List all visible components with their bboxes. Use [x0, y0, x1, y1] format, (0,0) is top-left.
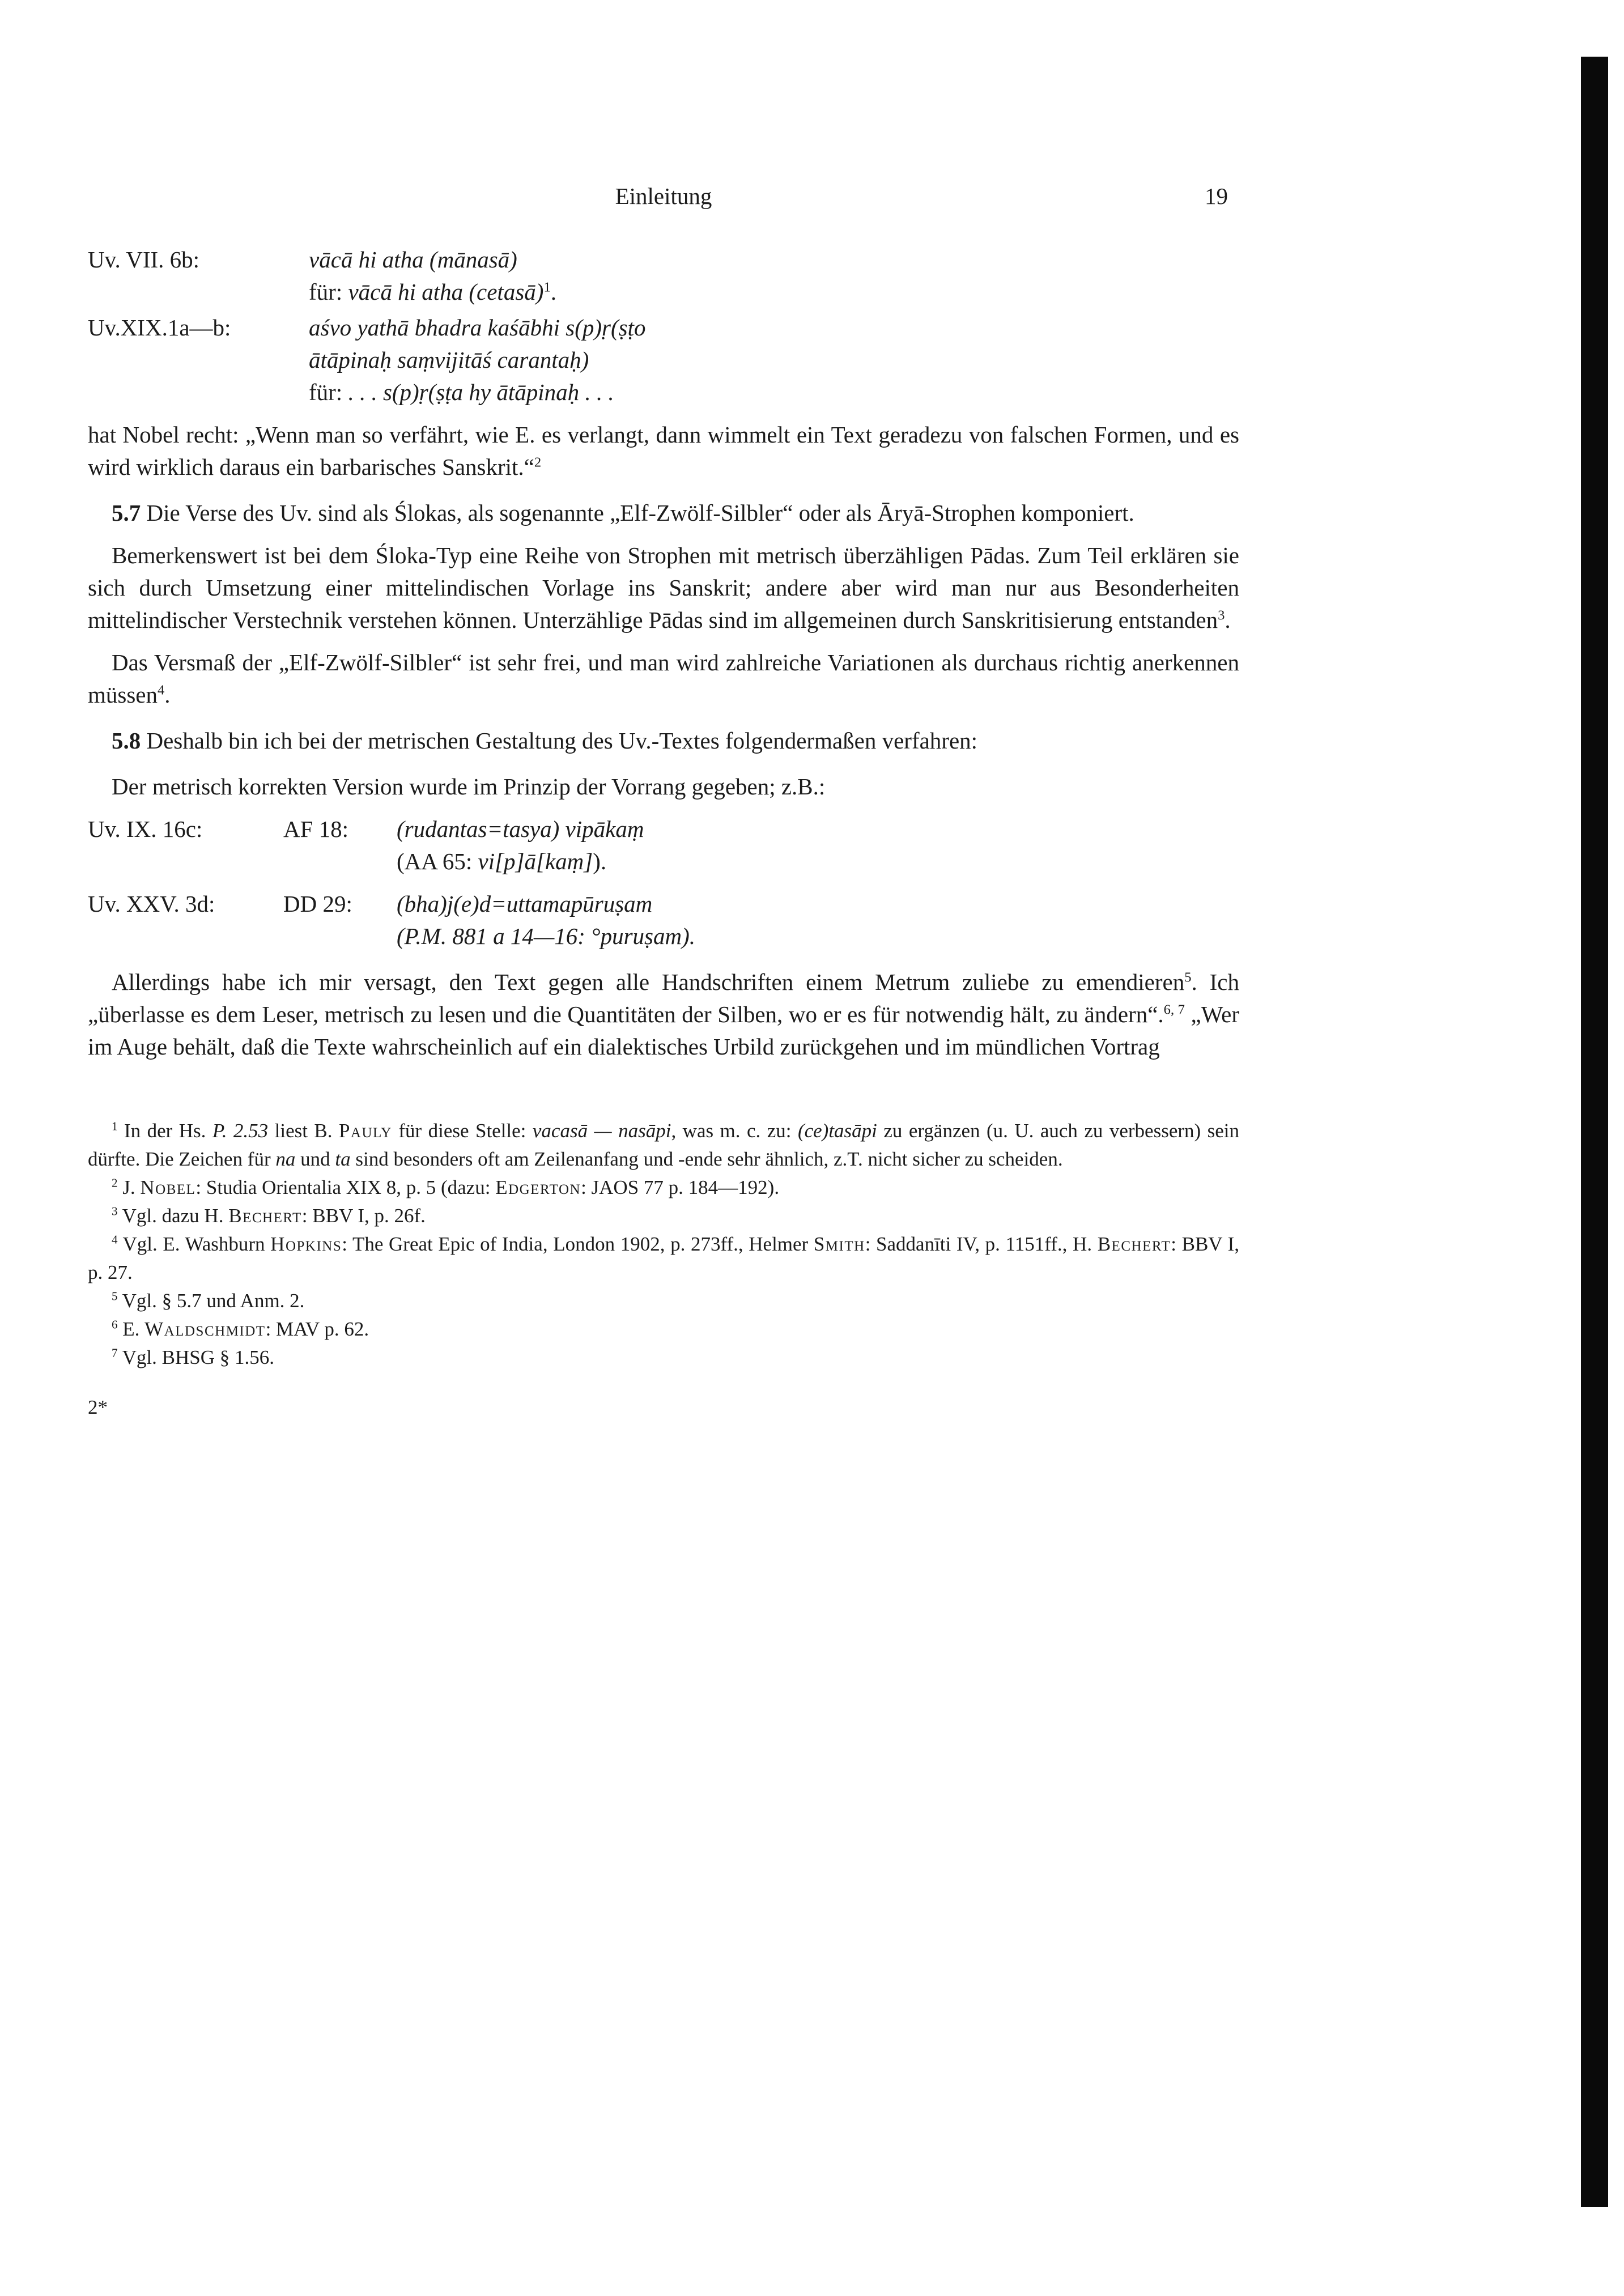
paragraph-versmass: Das Versmaß der „Elf-Zwölf-Silbler“ ist sehr frei, und man wird zahlreiche Variationen als durchaus richtig anerkennen müssen$^4$. — [88, 649, 1239, 708]
footnote-7: $^7$ Vgl. BHSG § 1.56. — [112, 1346, 274, 1368]
footnote-2: $^2$ J. Nobel: Studia Orientalia XIX 8, p. 5 (dazu: Edgerton: JAOS 77 p. 184—192). — [112, 1176, 780, 1198]
footnote-4: $^4$ Vgl. E. Washburn Hopkins: The Great Epic of India, London 1902, p. 273ff., Helmer Smith: Saddanīti IV, p. 1151ff., H. Bechert: BBV I, p. 27. — [88, 1232, 1239, 1283]
footnote-1: $^1$ In der Hs. P. 2.53 liest B. Pauly für diese Stelle: vacasā — nasāpi, was m. c. zu: (ce)tasāpi zu ergänzen (u. U. auch zu verbessern) sein dürfte. Die Zeichen für na und ta sind besonders oft am Zeilenanfang und -ende sehr ähnlich, z.T. nicht sicher zu scheiden. — [88, 1119, 1239, 1170]
chapter-title: Einleitung — [615, 183, 712, 209]
example-text — [397, 813, 1239, 878]
paragraph-bemerkenswert: Bemerkenswert ist bei dem Śloka-Typ eine Reihe von Strophen mit metrisch überzähligen Pādas. Zum Teil erklären sie sich durch Umsetzung einer mittelindischen Vorlage ins Sanskrit; andere aber wird man nur aus Besonderheiten mittelindischer Verstechnik verstehen können. Unterzählige Pādas sind im allgemeinen durch Sanskritisierung entstanden$^3$. — [88, 542, 1239, 633]
verse-label: Uv.XIX.1a—b: — [88, 314, 231, 341]
running-header — [88, 180, 1239, 212]
page-number: 19 — [1205, 183, 1228, 209]
verse-label: Uv. VII. 6b: — [88, 246, 200, 273]
example-line: (AA 65: vi[p]ā[kaṃ]). — [397, 848, 607, 874]
example-source: AF 18: — [283, 816, 349, 842]
verse-citation-uv-xix-1ab — [88, 312, 1239, 409]
example-line: (P.M. 881 a 14—16: °puruṣam). — [397, 923, 695, 949]
verse-text — [309, 244, 1239, 308]
page-content — [88, 180, 1239, 1423]
footnote-5: $^5$ Vgl. § 5.7 und Anm. 2. — [112, 1289, 305, 1312]
paragraph-nobel-quote: hat Nobel recht: „Wenn man so verfährt, wie E. es verlangt, dann wimmelt ein Text geradezu von falschen Formen, und es wird wirklich daraus ein barbarisches Sanskrit.“$^2$ — [88, 422, 1239, 480]
example-line: (rudantas=tasya) vipākaṃ — [397, 816, 644, 842]
verse-line: für: vācā hi atha (cetasā)$^1$. — [309, 279, 556, 305]
verse-line: ātāpinaḥ saṃvijitāś carantaḥ) — [309, 347, 589, 373]
footnote-3: $^3$ Vgl. dazu H. Bechert: BBV I, p. 26f. — [112, 1204, 426, 1227]
example-source: DD 29: — [283, 891, 352, 917]
verse-line: für: . . . s(p)ṛ(ṣṭa hy ātāpinaḥ . . . — [309, 379, 614, 405]
example-label: Uv. IX. 16c: — [88, 816, 203, 842]
example-citation-uv-xxv-3d — [88, 888, 1239, 953]
example-label: Uv. XXV. 3d: — [88, 891, 215, 917]
paragraph-section-5-8: 5.8 Deshalb bin ich bei der metrischen Gestaltung des Uv.-Textes folgendermaßen verfahren: — [112, 728, 978, 754]
scan-edge-artifact — [1581, 57, 1608, 2207]
paragraph-metrisch-korrekt: Der metrisch korrekten Version wurde im Prinzip der Vorrang gegeben; z.B.: — [112, 773, 826, 800]
example-text — [397, 888, 1239, 953]
verse-line: aśvo yathā bhadra kaśābhi s(p)ṛ(ṣṭo — [309, 314, 646, 341]
verse-text — [309, 312, 1239, 409]
signature-mark: 2* — [88, 1396, 108, 1418]
verse-citation-uv-vii-6b — [88, 244, 1239, 308]
verse-line: vācā hi atha (mānasā) — [309, 246, 517, 273]
footnote-6: $^6$ E. Waldschmidt: MAV p. 62. — [112, 1317, 369, 1340]
footnotes-section — [88, 1117, 1239, 1372]
paragraph-section-5-7: 5.7 Die Verse des Uv. sind als Ślokas, als sogenannte „Elf-Zwölf-Silbler“ oder als Āryā-Strophen komponiert. — [112, 500, 1134, 526]
example-line: (bha)j(e)d=uttamapūruṣam — [397, 891, 653, 917]
example-citation-uv-ix-16c — [88, 813, 1239, 878]
paragraph-allerdings: Allerdings habe ich mir versagt, den Text gegen alle Handschriften einem Metrum zuliebe zu emendieren$^5$. Ich „überlasse es dem Leser, metrisch zu lesen und die Quantitäten der Silben, wo er es für notwendig hält, zu ändern“.$^{6, 7}$ „Wer im Auge behält, daß die Texte wahrscheinlich auf ein dialektisches Urbild zurückgehen und im mündlichen Vortrag — [88, 969, 1240, 1060]
